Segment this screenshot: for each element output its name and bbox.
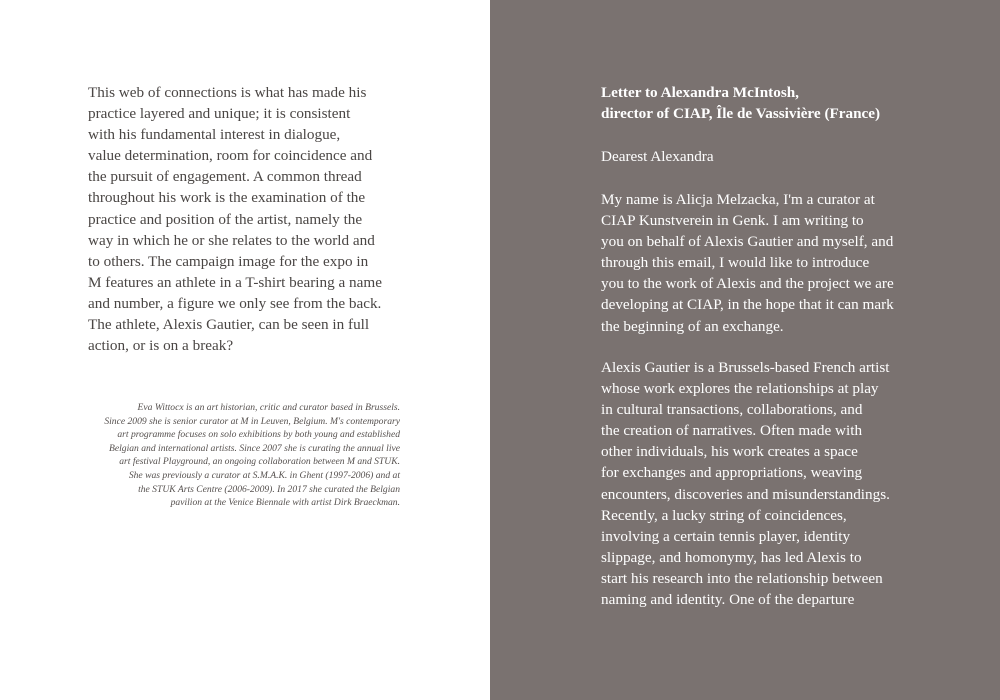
text-line: This web of connections is what has made his (88, 84, 367, 101)
bio-line: Eva Wittocx is an art historian, critic and curator based in Brussels. (137, 402, 400, 413)
text-line: whose work explores the relationships at play (601, 380, 879, 398)
heading-line: director of CIAP, Île de Vassivière (France) (601, 105, 881, 123)
text-line: through this email, I would like to introduce (601, 254, 870, 272)
text-line: and number, a figure we only see from the back. (88, 294, 382, 312)
text-line: practice layered and unique; it is consistent (88, 105, 351, 123)
text-line: with his fundamental interest in dialogue, (88, 126, 341, 144)
essay-body-text (88, 82, 382, 356)
text-line: encounters, discoveries and misunderstandings. (601, 485, 890, 503)
text-line: CIAP Kunstverein in Genk. I am writing to (601, 212, 864, 230)
text-line: M features an athlete in a T-shirt bearing a name (88, 273, 382, 291)
letter-paragraph-2 (601, 357, 890, 610)
text-line: throughout his work is the examination of the (88, 189, 366, 207)
bio-line: Since 2009 she is senior curator at M in Leuven, Belgium. M's contemporary (104, 415, 400, 427)
bio-line: art festival Playground, an ongoing collaboration between M and STUK. (119, 456, 400, 468)
text-line: in cultural transactions, collaborations, and (601, 401, 863, 419)
bio-line: art programme focuses on solo exhibitions by both young and established (117, 429, 400, 441)
text-line: to others. The campaign image for the expo in (88, 252, 369, 270)
text-line: the beginning of an exchange. (601, 317, 784, 335)
author-bio (80, 401, 400, 510)
text-line: The athlete, Alexis Gautier, can be seen in full (88, 316, 370, 334)
bio-line: Belgian and international artists. Since 2007 she is curating the annual live (109, 442, 400, 454)
text-line: the pursuit of engagement. A common thread (88, 168, 362, 186)
text-line: Recently, a lucky string of coincidences, (601, 506, 847, 524)
heading-line: Letter to Alexandra McIntosh, (601, 84, 799, 101)
text-line: for exchanges and appropriations, weaving (601, 464, 863, 482)
text-line: start his research into the relationship between (601, 569, 883, 587)
text-line: Alexis Gautier is a Brussels-based French artist (601, 359, 890, 376)
bio-line: She was previously a curator at S.M.A.K. in Ghent (1997-2006) and at (128, 469, 400, 481)
letter-paragraph-1 (601, 189, 894, 337)
bio-line: the STUK Arts Centre (2006-2009). In 2017 she curated the Belgian (138, 483, 400, 495)
text-line: developing at CIAP, in the hope that it can mark (601, 296, 894, 314)
text-line: other individuals, his work creates a space (601, 443, 858, 461)
text-line: My name is Alicja Melzacka, I'm a curator at (601, 191, 875, 208)
letter-salutation (601, 146, 714, 167)
text-line: the creation of narratives. Often made with (601, 422, 863, 440)
text-line: slippage, and homonymy, has led Alexis to (601, 548, 862, 566)
letter-heading (601, 82, 880, 124)
text-line: action, or is on a break? (88, 337, 234, 355)
text-line: naming and identity. One of the departure (601, 591, 855, 609)
text-line: way in which he or she relates to the world and (88, 231, 375, 249)
text-line: involving a certain tennis player, identity (601, 527, 851, 545)
text-line: practice and position of the artist, namely the (88, 210, 363, 228)
text-line: you on behalf of Alexis Gautier and myself, and (601, 233, 894, 251)
bio-line: pavilion at the Venice Biennale with artist Dirk Braeckman. (170, 497, 400, 509)
text-line: you to the work of Alexis and the project we are (601, 275, 894, 293)
text-line: value determination, room for coincidence and (88, 147, 373, 165)
salutation-line: Dearest Alexandra (601, 148, 714, 165)
